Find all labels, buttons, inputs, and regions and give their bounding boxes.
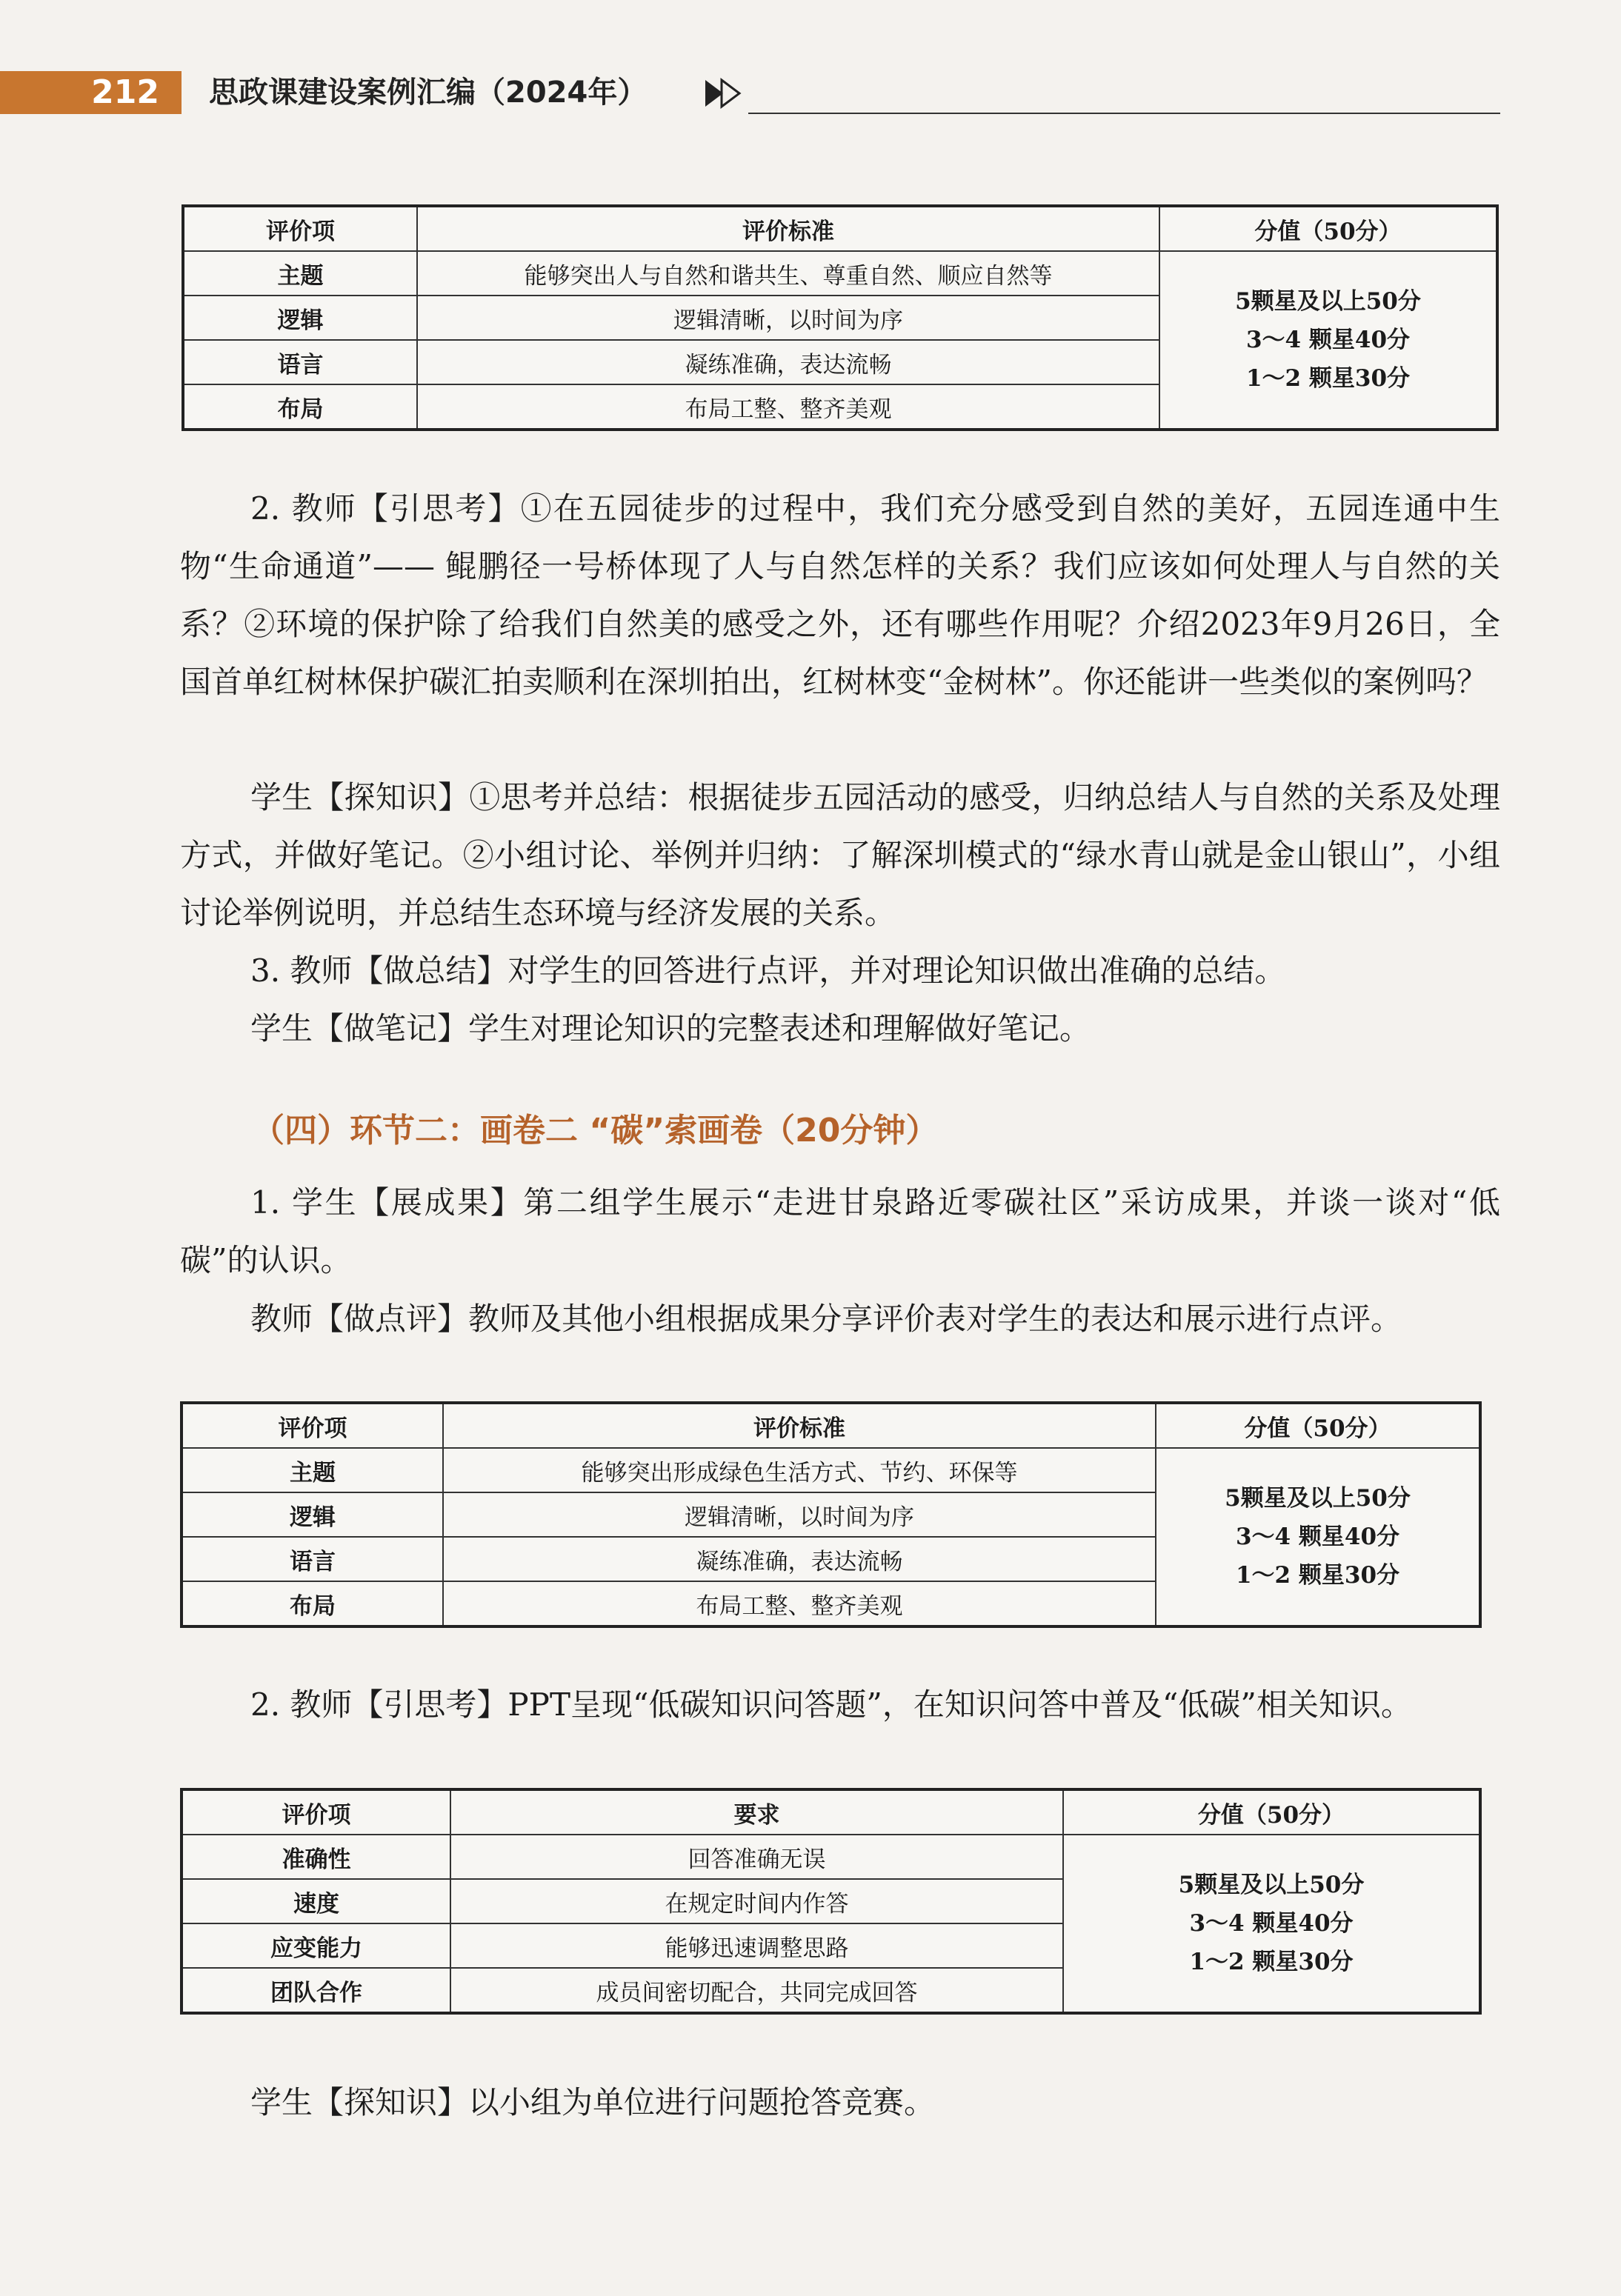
table-header-cell: 分值（50分） (1156, 1403, 1480, 1448)
table-cell-criteria: 回答准确无误 (450, 1835, 1063, 1879)
book-title: 思政课建设案例汇编（2024年） (209, 76, 648, 110)
page-number: 212 (0, 71, 182, 114)
table-header-row (182, 1789, 1480, 1835)
score-line: 3～4 颗星40分 (1245, 327, 1411, 353)
table-cell-item: 速度 (182, 1879, 450, 1923)
table-cell-criteria: 凝练准确，表达流畅 (417, 340, 1159, 384)
score-line: 5颗星及以上50分 (1235, 288, 1421, 315)
table-cell-item: 语言 (183, 340, 417, 384)
table-cell-item: 逻辑 (183, 296, 417, 340)
paragraph-student-contest: 学生【探知识】以小组为单位进行问题抢答竞赛。 (250, 2084, 936, 2120)
table-row (182, 1835, 1480, 1879)
table-cell-criteria: 逻辑清晰，以时间为序 (443, 1492, 1156, 1537)
table-header-cell: 要求 (450, 1789, 1063, 1835)
score-line: 1～2 颗星30分 (1189, 1949, 1354, 1975)
evaluation-table-3 (180, 1788, 1482, 2015)
evaluation-table-2 (180, 1401, 1482, 1628)
table-cell-item: 逻辑 (182, 1492, 443, 1537)
score-line: 1～2 颗星30分 (1235, 1562, 1400, 1589)
table-cell-criteria: 能够迅速调整思路 (450, 1923, 1063, 1968)
paragraph-student-showcase: 1. 学生【展成果】第二组学生展示“走进甘泉路近零碳社区”采访成果，并谈一谈对“低碳”的认识。 (180, 1184, 1500, 1278)
table-cell-criteria: 凝练准确，表达流畅 (443, 1537, 1156, 1581)
table-header-cell: 评价项 (183, 206, 417, 251)
score-line: 3～4 颗星40分 (1235, 1524, 1400, 1550)
paragraph-student-explore: 学生【探知识】①思考并总结：根据徒步五园活动的感受，归纳总结人与自然的关系及处理方式，并做好笔记。②小组讨论、举例并归纳：了解深圳模式的“绿水青山就是金山银山”，小组讨论举例说明，并总结生态环境与经济发展的关系。 (180, 779, 1500, 931)
double-arrow-icon (704, 77, 748, 110)
score-line: 5颗星及以上50分 (1225, 1485, 1411, 1512)
table-cell-item: 布局 (182, 1581, 443, 1626)
table-cell-item: 语言 (182, 1537, 443, 1581)
table-header-cell: 评价标准 (443, 1403, 1156, 1448)
table-header-cell: 评价项 (182, 1403, 443, 1448)
table-cell-item: 布局 (183, 384, 417, 430)
table-header-cell: 评价标准 (417, 206, 1159, 251)
table-row (183, 251, 1497, 296)
table-row (182, 1448, 1480, 1492)
table-cell-criteria: 在规定时间内作答 (450, 1879, 1063, 1923)
table-header-row (183, 206, 1497, 251)
table-cell-item: 准确性 (182, 1835, 450, 1879)
paragraph-teacher-ppt: 2. 教师【引思考】PPT呈现“低碳知识问答题”，在知识问答中普及“低碳”相关知识。 (250, 1686, 1412, 1723)
table-header-cell: 分值（50分） (1063, 1789, 1480, 1835)
table-cell-item: 应变能力 (182, 1923, 450, 1968)
paragraph-student-notes: 学生【做笔记】学生对理论知识的完整表述和理解做好笔记。 (250, 1010, 1091, 1047)
table-header-cell: 评价项 (182, 1789, 450, 1835)
score-line: 5颗星及以上50分 (1178, 1872, 1365, 1898)
table-cell-item: 主题 (182, 1448, 443, 1492)
table-cell-criteria: 布局工整、整齐美观 (417, 384, 1159, 430)
table-cell-score (1063, 1835, 1480, 2013)
evaluation-table-1 (182, 204, 1499, 431)
table-cell-criteria: 逻辑清晰，以时间为序 (417, 296, 1159, 340)
header-rule (748, 113, 1500, 114)
table-cell-item: 主题 (183, 251, 417, 296)
paragraph-teacher-think: 2. 教师【引思考】①在五园徒步的过程中，我们充分感受到自然的美好，五园连通中生物“生命通道”—— 鲲鹏径一号桥体现了人与自然怎样的关系？我们应该如何处理人与自然的关系？②环境的保护除了给我们自然美的感受之外，还有哪些作用呢？介绍2023年9月26日，全国首单红树林保护碳汇拍卖顺利在深圳拍出，红树林变“金树林”。你还能讲一些类似的案例吗？ (180, 490, 1500, 700)
score-line: 3～4 颗星40分 (1189, 1910, 1354, 1937)
table-cell-score (1156, 1448, 1480, 1626)
table-cell-item: 团队合作 (182, 1968, 450, 2013)
section-title: （四）环节二：画卷二 “碳”索画卷（20分钟） (252, 1112, 939, 1149)
table-cell-criteria: 能够突出人与自然和谐共生、尊重自然、顺应自然等 (417, 251, 1159, 296)
table-cell-criteria: 能够突出形成绿色生活方式、节约、环保等 (443, 1448, 1156, 1492)
table-cell-criteria: 布局工整、整齐美观 (443, 1581, 1156, 1626)
paragraph-teacher-summary: 3. 教师【做总结】对学生的回答进行点评，并对理论知识做出准确的总结。 (250, 952, 1286, 989)
score-line: 1～2 颗星30分 (1245, 365, 1411, 392)
table-header-cell: 分值（50分） (1159, 206, 1497, 251)
table-cell-criteria: 成员间密切配合，共同完成回答 (450, 1968, 1063, 2013)
paragraph-teacher-comment: 教师【做点评】教师及其他小组根据成果分享评价表对学生的表达和展示进行点评。 (250, 1301, 1402, 1337)
table-cell-score (1159, 251, 1497, 430)
table-header-row (182, 1403, 1480, 1448)
